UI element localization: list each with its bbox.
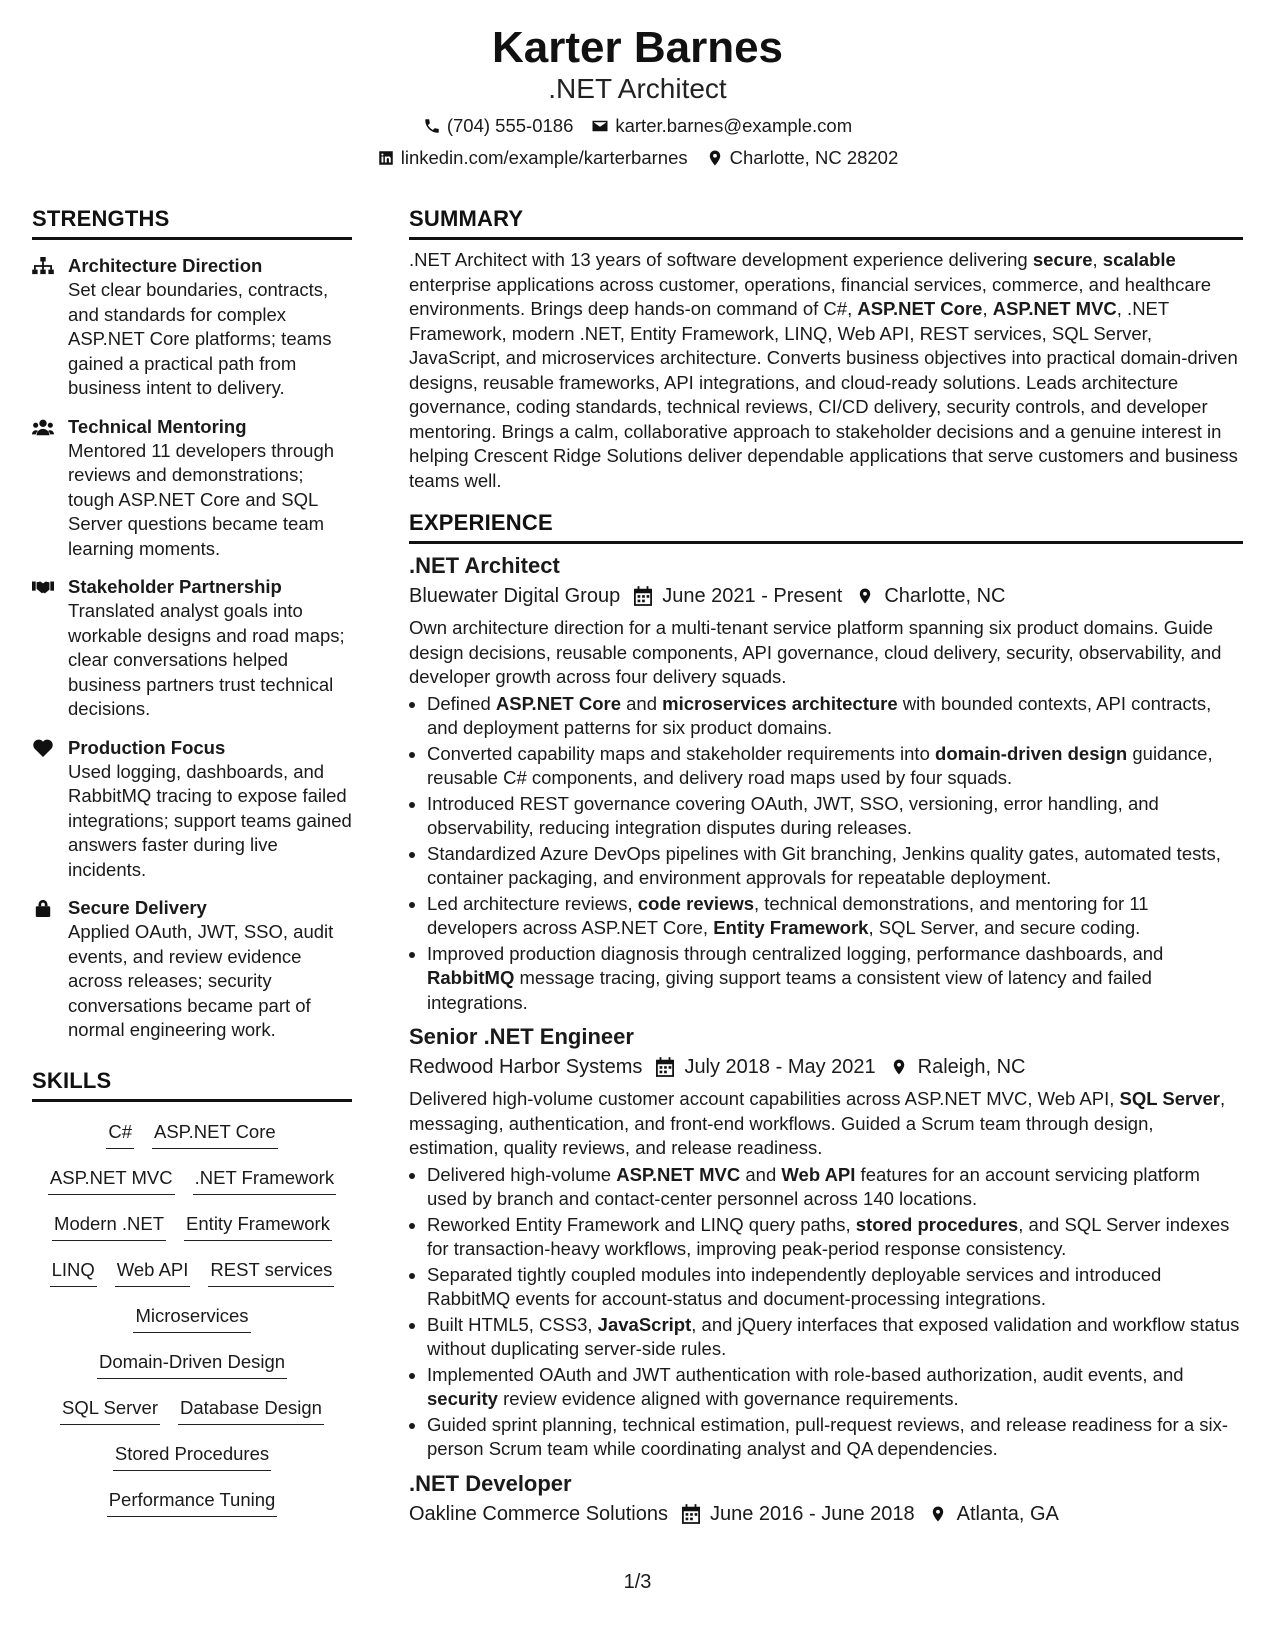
job-meta — [409, 1500, 1243, 1528]
map-pin-icon — [706, 149, 724, 167]
company-name: Bluewater Digital Group — [409, 585, 621, 607]
job-entry — [409, 1470, 1243, 1528]
calendar-icon — [682, 1504, 700, 1524]
strength-item — [32, 575, 352, 722]
candidate-name: Karter Barnes — [491, 23, 784, 72]
bullet-item: • Standardized Azure DevOps pipelines with Git branching, Jenkins quality gates, automated tests, container packaging, and environment approvals for repeatable deployment. — [427, 842, 1243, 891]
job-title: Senior .NET Engineer — [409, 1024, 634, 1049]
left-column — [32, 205, 352, 1521]
envelope-icon — [591, 117, 609, 135]
map-pin-icon — [929, 1504, 947, 1524]
strength-item — [32, 736, 352, 883]
strength-desc: Mentored 11 developers through reviews and demonstrations; tough ASP.NET Core and SQL Server questions became team learning moments. — [68, 439, 335, 559]
map-pin-icon — [890, 1057, 908, 1077]
skills-list — [32, 1116, 352, 1521]
phone-contact — [423, 112, 574, 140]
bullet-item: • Converted capability maps and stakeholder requirements into domain-driven design guidance, reusable C# components, and delivery road maps used by four squads. — [427, 742, 1243, 791]
job-location: Atlanta, GA — [956, 1502, 1059, 1525]
strength-desc: Used logging, dashboards, and RabbitMQ tracing to expose failed integrations; support teams gained answers faster during live incidents. — [68, 760, 352, 880]
strengths-heading: STRENGTHS — [32, 205, 352, 240]
bullet-item: • Implemented OAuth and JWT authentication with role-based authorization, audit events, and security review evidence aligned with governance requirements. — [427, 1363, 1243, 1412]
skill-tag: Microservices — [133, 1304, 250, 1333]
skill-tag: ASP.NET Core — [152, 1120, 278, 1149]
resume-header — [0, 22, 1275, 172]
sitemap-icon — [32, 257, 54, 275]
job-title: .NET Architect — [409, 553, 560, 578]
bullet-item: • Delivered high-volume ASP.NET MVC and Web API features for an account servicing platform used by branch and contact-center personnel across 140 locations. — [427, 1163, 1243, 1212]
job-bullets — [409, 692, 1243, 1016]
strength-item — [32, 896, 352, 1043]
users-icon — [32, 418, 54, 436]
handshake-icon — [32, 578, 54, 596]
email-contact[interactable] — [591, 112, 852, 140]
linkedin-contact[interactable] — [377, 144, 688, 172]
skill-tag: C# — [106, 1120, 134, 1149]
location-text: Charlotte, NC 28202 — [729, 147, 899, 168]
skill-tag: Stored Procedures — [113, 1442, 271, 1471]
skill-tag: ASP.NET MVC — [48, 1166, 175, 1195]
skill-tag: REST services — [208, 1258, 334, 1287]
job-location: Charlotte, NC — [884, 585, 1006, 607]
location-contact — [706, 144, 899, 172]
strength-title: Technical Mentoring — [68, 415, 247, 437]
job-location: Raleigh, NC — [917, 1056, 1026, 1078]
summary-heading: SUMMARY — [409, 205, 1243, 240]
bullet-item: • Built HTML5, CSS3, JavaScript, and jQuery interfaces that exposed validation and workflow status without duplicating server-side rules. — [427, 1313, 1243, 1362]
job-dates: July 2018 - May 2021 — [684, 1056, 876, 1078]
summary-paragraph: .NET Architect with 13 years of software development experience delivering secure, scalable enterprise applications across customer, operations, financial services, commerce, and healthcare environments. Brings deep hands-on command of C#, ASP.NET Core, ASP.NET MVC, .NET Framework, modern .NET, Entity Framework, LINQ, Web API, REST services, SQL Server, JavaScript, and microservices architecture. Converts business objectives into practical domain-driven designs, reusable frameworks, API integrations, and cloud-ready solutions. Leads architecture governance, coding standards, technical reviews, CI/CD delivery, security controls, and developer mentoring. Brings a calm, collaborative approach to stakeholder decisions and a genuine interest in helping Crescent Ridge Solutions deliver dependable applications that serve customers and business teams well. — [409, 249, 1238, 491]
contact-row-1 — [0, 112, 1275, 140]
skill-tag: LINQ — [50, 1258, 97, 1287]
company-name: Oakline Commerce Solutions — [409, 1502, 668, 1525]
skill-tag: Database Design — [178, 1396, 324, 1425]
bullet-item: • Introduced REST governance covering OAuth, JWT, SSO, versioning, error handling, and observability, reducing integration disputes during releases. — [427, 792, 1243, 841]
bullet-item: • Guided sprint planning, technical estimation, pull-request reviews, and release readiness for a six-person Scrum team while coordinating analyst and QA dependencies. — [427, 1413, 1243, 1462]
linkedin-icon — [377, 149, 395, 167]
strength-desc: Set clear boundaries, contracts, and standards for complex ASP.NET Core platforms; teams gained a practical path from business intent to delivery. — [68, 279, 332, 398]
strength-title: Secure Delivery — [68, 897, 207, 918]
calendar-icon — [634, 586, 652, 606]
skill-tag: .NET Framework — [193, 1166, 336, 1195]
calendar-icon — [656, 1057, 674, 1077]
strength-desc: Translated analyst goals into workable designs and road maps; clear conversations helped business partners trust technical decisions. — [68, 600, 345, 719]
linkedin-text: linkedin.com/example/karterbarnes — [400, 147, 688, 168]
heart-icon — [32, 739, 54, 757]
strength-title: Stakeholder Partnership — [68, 576, 282, 597]
strength-item — [32, 415, 352, 562]
job-title: .NET Developer — [409, 1470, 572, 1496]
phone-icon — [423, 117, 441, 135]
skill-tag: Web API — [115, 1258, 191, 1287]
skill-tag: Entity Framework — [184, 1212, 332, 1241]
job-dates: June 2021 - Present — [662, 585, 843, 607]
job-meta — [409, 1053, 1243, 1081]
strength-item — [32, 254, 352, 401]
experience-heading: EXPERIENCE — [409, 509, 1243, 544]
skill-tag: SQL Server — [60, 1396, 160, 1425]
right-column — [409, 205, 1243, 1528]
map-pin-icon — [856, 586, 874, 606]
job-entry — [409, 552, 1243, 1015]
skills-heading: SKILLS — [32, 1067, 352, 1102]
skill-tag: Performance Tuning — [107, 1488, 278, 1517]
strength-desc: Applied OAuth, JWT, SSO, audit events, and review evidence across releases; security conversations became part of normal engineering work. — [68, 921, 334, 1040]
lock-icon — [32, 899, 54, 917]
bullet-item: • Defined ASP.NET Core and microservices architecture with bounded contexts, API contracts, and deployment patterns for six product domains. — [427, 692, 1243, 741]
phone-text: (704) 555-0186 — [446, 115, 574, 136]
bullet-item: • Improved production diagnosis through centralized logging, performance dashboards, and RabbitMQ message tracing, giving support teams a consistent view of latency and failed integrations. — [427, 942, 1243, 1016]
skill-tag: Modern .NET — [52, 1212, 166, 1241]
strength-title: Architecture Direction — [68, 255, 263, 276]
job-description: Own architecture direction for a multi-tenant service platform spanning six product domains. Guide design decisions, reusable components, API governance, cloud delivery, security, observability, and developer growth across four delivery squads. — [409, 617, 1222, 687]
bullet-item: • Reworked Entity Framework and LINQ query paths, stored procedures, and SQL Server indexes for transaction-heavy workflows, improving peak-period response consistency. — [427, 1213, 1243, 1262]
contact-row-2 — [0, 144, 1275, 172]
candidate-title: .NET Architect — [548, 73, 727, 104]
job-description: Delivered high-volume customer account capabilities across ASP.NET MVC, Web API, SQL Server, messaging, authentication, and front-end workflows. Guided a Scrum team through design, estimation, quality reviews, and release readiness. — [409, 1088, 1226, 1158]
job-entry — [409, 1023, 1243, 1462]
strength-title: Production Focus — [68, 736, 226, 758]
bullet-item: • Separated tightly coupled modules into independently deployable services and introduced RabbitMQ events for account-status and document-processing integrations. — [427, 1263, 1243, 1312]
skill-tag: Domain-Driven Design — [97, 1350, 287, 1379]
page-indicator: 1/3 — [623, 1571, 652, 1593]
email-text: karter.barnes@example.com — [615, 115, 853, 136]
bullet-item: • Led architecture reviews, code reviews, technical demonstrations, and mentoring for 11 developers across ASP.NET Core, Entity Framework, SQL Server, and secure coding. — [427, 892, 1243, 941]
job-dates: June 2016 - June 2018 — [710, 1502, 915, 1525]
job-meta — [409, 582, 1243, 610]
job-bullets — [409, 1163, 1243, 1462]
company-name: Redwood Harbor Systems — [409, 1056, 643, 1078]
